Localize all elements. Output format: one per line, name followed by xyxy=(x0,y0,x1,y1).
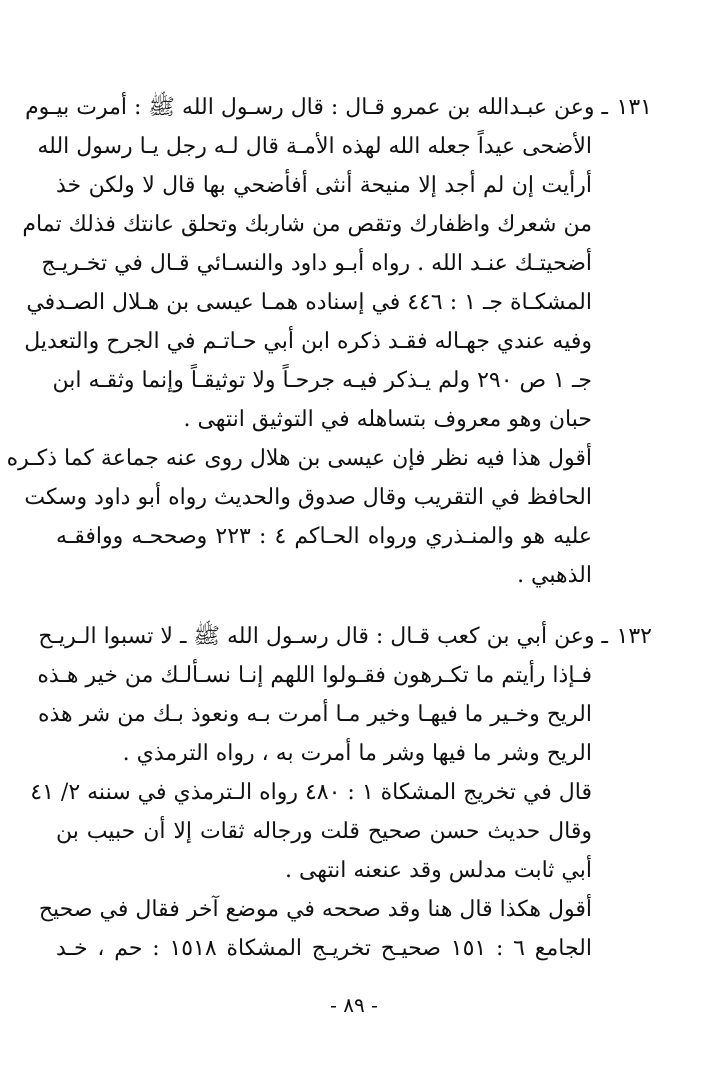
hadith-131-line-10 xyxy=(0,439,708,478)
text-line: جـ ١ ص ٢٩٠ ولم يـذكر فيـه جرحـاً ولا توثيقـاً وإنما وثقـه ابن xyxy=(52,368,592,393)
text-line: الذهبي . xyxy=(517,563,592,588)
hadith-131-line-5 xyxy=(0,244,708,283)
text-line: عليه هو والمنـذري ورواه الحـاكم ٤ : ٢٢٣ وصححـه ووافقـه xyxy=(56,524,592,549)
text-line: المشكـاة جـ ١ : ٤٤٦ في إسناده همـا عيسى بن هـلال الصـدفي xyxy=(26,290,592,315)
text-line: أبي ثابت مدلس وقد عنعنه انتهى . xyxy=(284,858,592,883)
text-line: وفيه عندي جهـاله فقـد ذكره ابن أبي حـاتـم في الجرح والتعديل xyxy=(24,329,592,354)
text-line: الجامع ٦ : ١٥١ صحيـح تخريـج المشكاة ١٥١٨ : حم ، خـد xyxy=(56,936,592,961)
hadith-132-line-5 xyxy=(0,773,708,812)
text-line: ـ وعن أبي بن كعب قـال : قال رسـول الله ﷺ ـ لا تسبوا الـريـح xyxy=(38,624,608,649)
hadith-132-line-7 xyxy=(0,851,708,890)
hadith-131-line-11 xyxy=(0,478,708,517)
hadith-132-line-2 xyxy=(0,656,708,695)
text-line: أقول هكذا قال هنا وقد صححه في موضع آخر فقال في صحيح xyxy=(38,897,592,922)
text-line: أقول هذا فيه نظر فإن عيسى بن هلال روى عنه جماعة كما ذكـره xyxy=(6,446,592,471)
hadith-131-line-13 xyxy=(0,556,708,595)
hadith-132-line-6 xyxy=(0,812,708,851)
hadith-131-line-12 xyxy=(0,517,708,556)
hadith-131-line-1 xyxy=(0,88,708,127)
hadith-131-line-7 xyxy=(0,322,708,361)
text-line: وقال حديث حسن صحيح قلت ورجاله ثقات إلا أن حبيب بن xyxy=(56,819,592,844)
text-line: الريح وشر ما فيها وشر ما أمرت به ، رواه الترمذي . xyxy=(122,741,592,766)
hadith-132-line-3 xyxy=(0,695,708,734)
text-line: أرأيت إن لم أجد إلا منيحة أنثى أفأضحي بها قال لا ولكن خذ xyxy=(56,173,592,198)
hadith-number: ١٣٢ xyxy=(616,624,652,649)
hadith-131-line-9 xyxy=(0,400,708,439)
text-line: من شعرك واظفارك وتقص من شاربك وتحلق عانتك فذلك تمام xyxy=(22,212,592,237)
hadith-131-line-3 xyxy=(0,166,708,205)
text-line: أضحيتـك عنـد الله . رواه أبـو داود والنسـائي قـال في تخـريـج xyxy=(41,251,592,276)
hadith-131-line-6 xyxy=(0,283,708,322)
text-line: الأضحى عيداً جعله الله لهذه الأمـة قال لـه رجل يـا رسول الله xyxy=(37,134,592,159)
hadith-132-line-8 xyxy=(0,890,708,929)
text-line: الحافظ في التقريب وقال صدوق والحديث رواه أبو داود وسكت xyxy=(24,485,592,510)
hadith-132-line-1 xyxy=(0,617,708,656)
text-line: الريح وخـير ما فيهـا وخير مـا أمرت بـه ونعوذ بـك من شر هذه xyxy=(37,702,592,727)
text-line: حبان وهو معروف بتساهله في التوثيق انتهى . xyxy=(183,407,592,432)
text-line: قال في تخريج المشكاة ١ : ٤٨٠ رواه الـترمذي في سننه ٢/ ٤١ xyxy=(30,780,592,805)
hadith-131-line-8 xyxy=(0,361,708,400)
hadith-132-line-9 xyxy=(0,929,708,968)
page-number: - ٨٩ - xyxy=(330,993,378,1017)
hadith-132-line-4 xyxy=(0,734,708,773)
hadith-number: ١٣١ xyxy=(616,95,652,120)
hadith-131-line-4 xyxy=(0,205,708,244)
hadith-131-line-2 xyxy=(0,127,708,166)
text-line: فـإذا رأيتم ما تكـرهون فقـولوا اللهم إنـا نسـألـك من خير هـذه xyxy=(37,663,592,688)
text-line: ـ وعن عبـدالله بن عمرو قـال : قال رسـول الله ﷺ : أمرت بيـوم xyxy=(25,95,608,120)
